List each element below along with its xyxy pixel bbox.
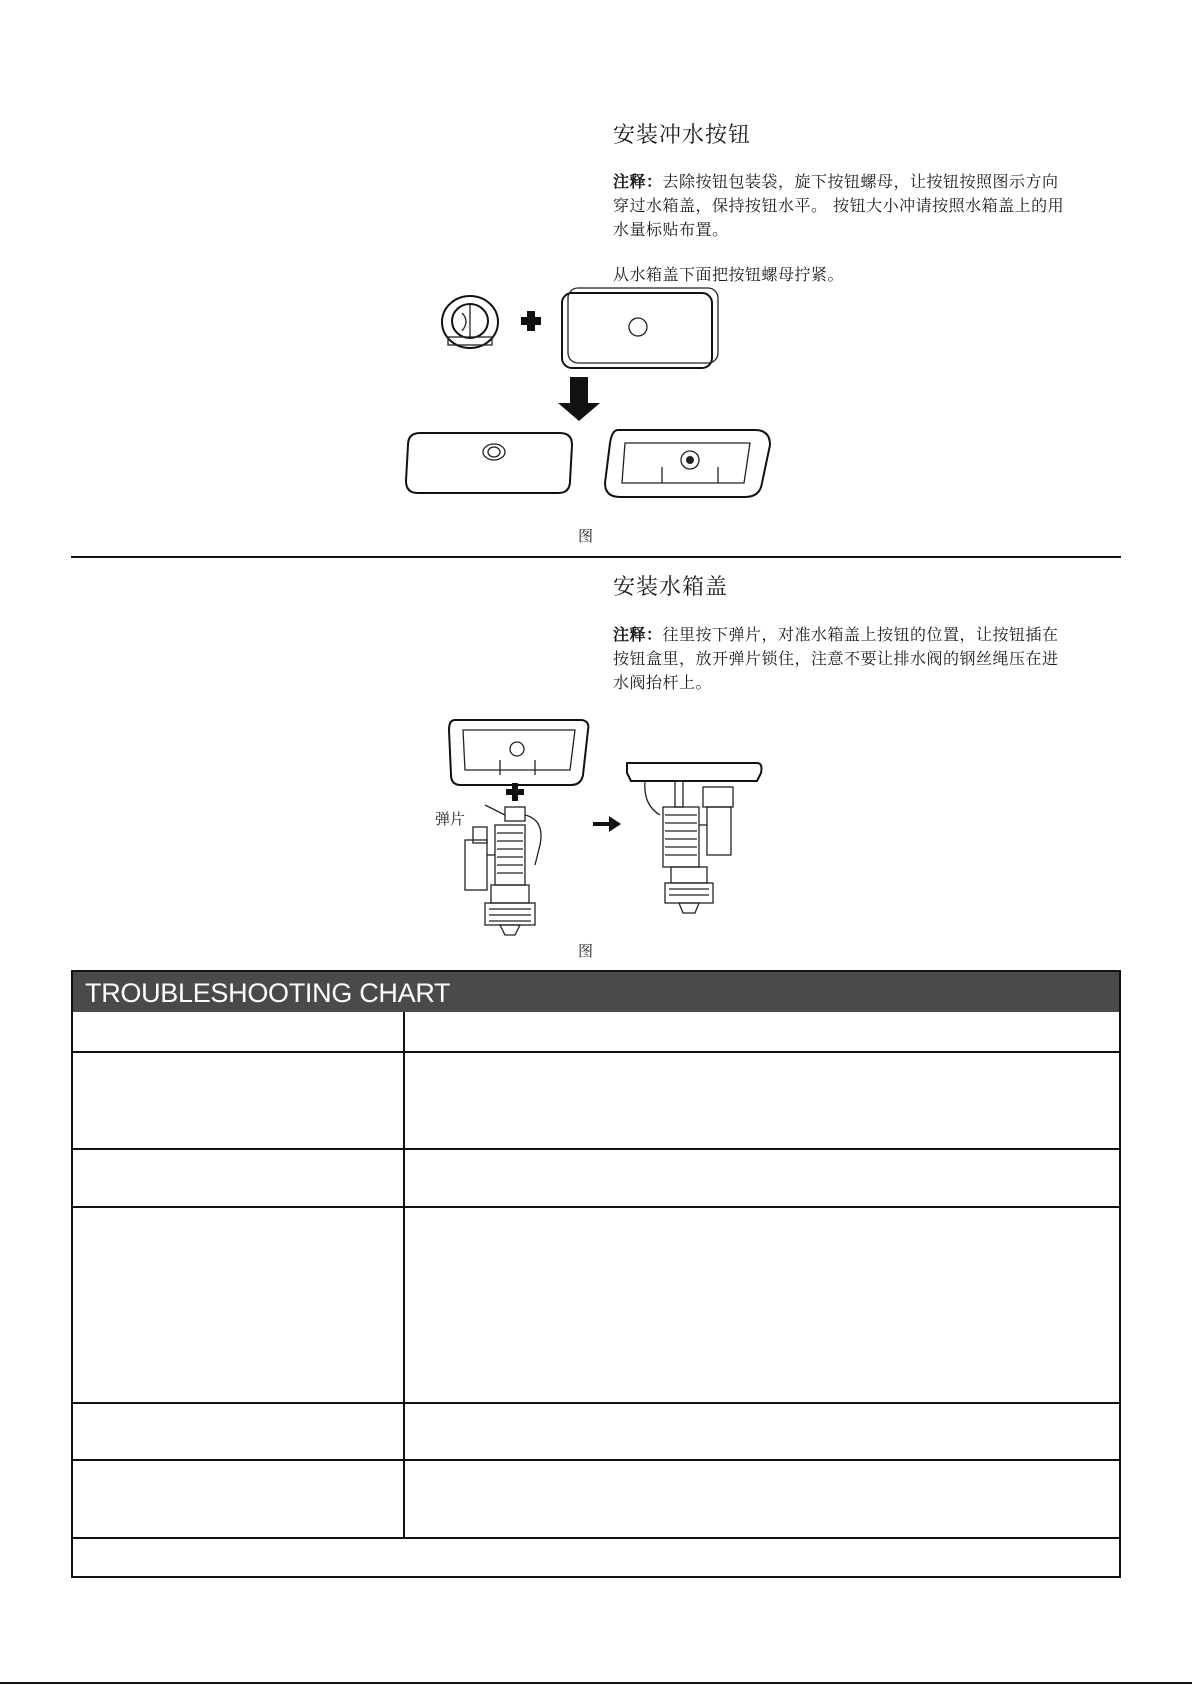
assembled-lid-icon — [406, 433, 572, 493]
troubleshooting-heading: TROUBLESHOOTING CHART — [73, 972, 1119, 1012]
page-bottom-edge — [0, 1682, 1192, 1684]
section-divider — [71, 556, 1121, 558]
section2-note-line-2: 按钮盒里，放开弹片锁住，注意不要让排水阀的钢丝绳压在进 — [613, 649, 1059, 668]
figure-2-caption: 图 — [578, 942, 594, 960]
section2-note-label: 注释： — [613, 625, 663, 644]
arrow-right-icon — [593, 816, 621, 832]
table-row-divider — [73, 1148, 1119, 1150]
table-row-divider — [73, 1459, 1119, 1461]
figure-1-illustration — [400, 285, 790, 510]
section1-note-line-2: 穿过水箱盖，保持按钮水平。 按钮大小冲请按照水箱盖上的用 — [613, 196, 1065, 215]
section2-note — [613, 623, 1059, 695]
section1-note-label: 注释： — [613, 172, 663, 191]
table-row-divider — [73, 1537, 1119, 1539]
section1-title: 安装冲水按钮 — [613, 123, 752, 148]
assembled-tank-icon — [627, 763, 762, 913]
flush-button-icon — [442, 296, 498, 348]
table-row-divider — [73, 1051, 1119, 1053]
section1-note — [613, 170, 1064, 242]
section1-instruction: 从水箱盖下面把按钮螺母拧紧。 — [613, 265, 845, 284]
section1-note-line-1: 去除按钮包装袋，旋下按钮螺母，让按钮按照图示方向 — [662, 172, 1059, 191]
arrow-down-icon — [558, 377, 600, 421]
section1-note-line-3: 水量标贴布置。 — [613, 220, 729, 239]
section2-title: 安装水箱盖 — [613, 575, 729, 600]
table-row-divider — [73, 1402, 1119, 1404]
lid-underside-icon — [449, 720, 588, 785]
figure-2-illustration — [445, 715, 775, 950]
section2-note-line-1: 往里按下弹片，对准水箱盖上按钮的位置，让按钮插在 — [662, 625, 1059, 644]
figure-1-caption: 图 — [578, 527, 594, 545]
table-row-divider — [73, 1206, 1119, 1208]
lid-underside-icon — [605, 430, 770, 497]
spring-label: 弹片 — [435, 810, 466, 828]
section2-note-line-3: 水阀抬杆上。 — [613, 673, 713, 692]
table-column-divider — [403, 1012, 405, 1539]
troubleshooting-table — [71, 970, 1121, 1578]
plus-icon — [521, 311, 541, 331]
flush-valve-icon — [465, 805, 541, 935]
tank-lid-icon — [562, 288, 718, 368]
